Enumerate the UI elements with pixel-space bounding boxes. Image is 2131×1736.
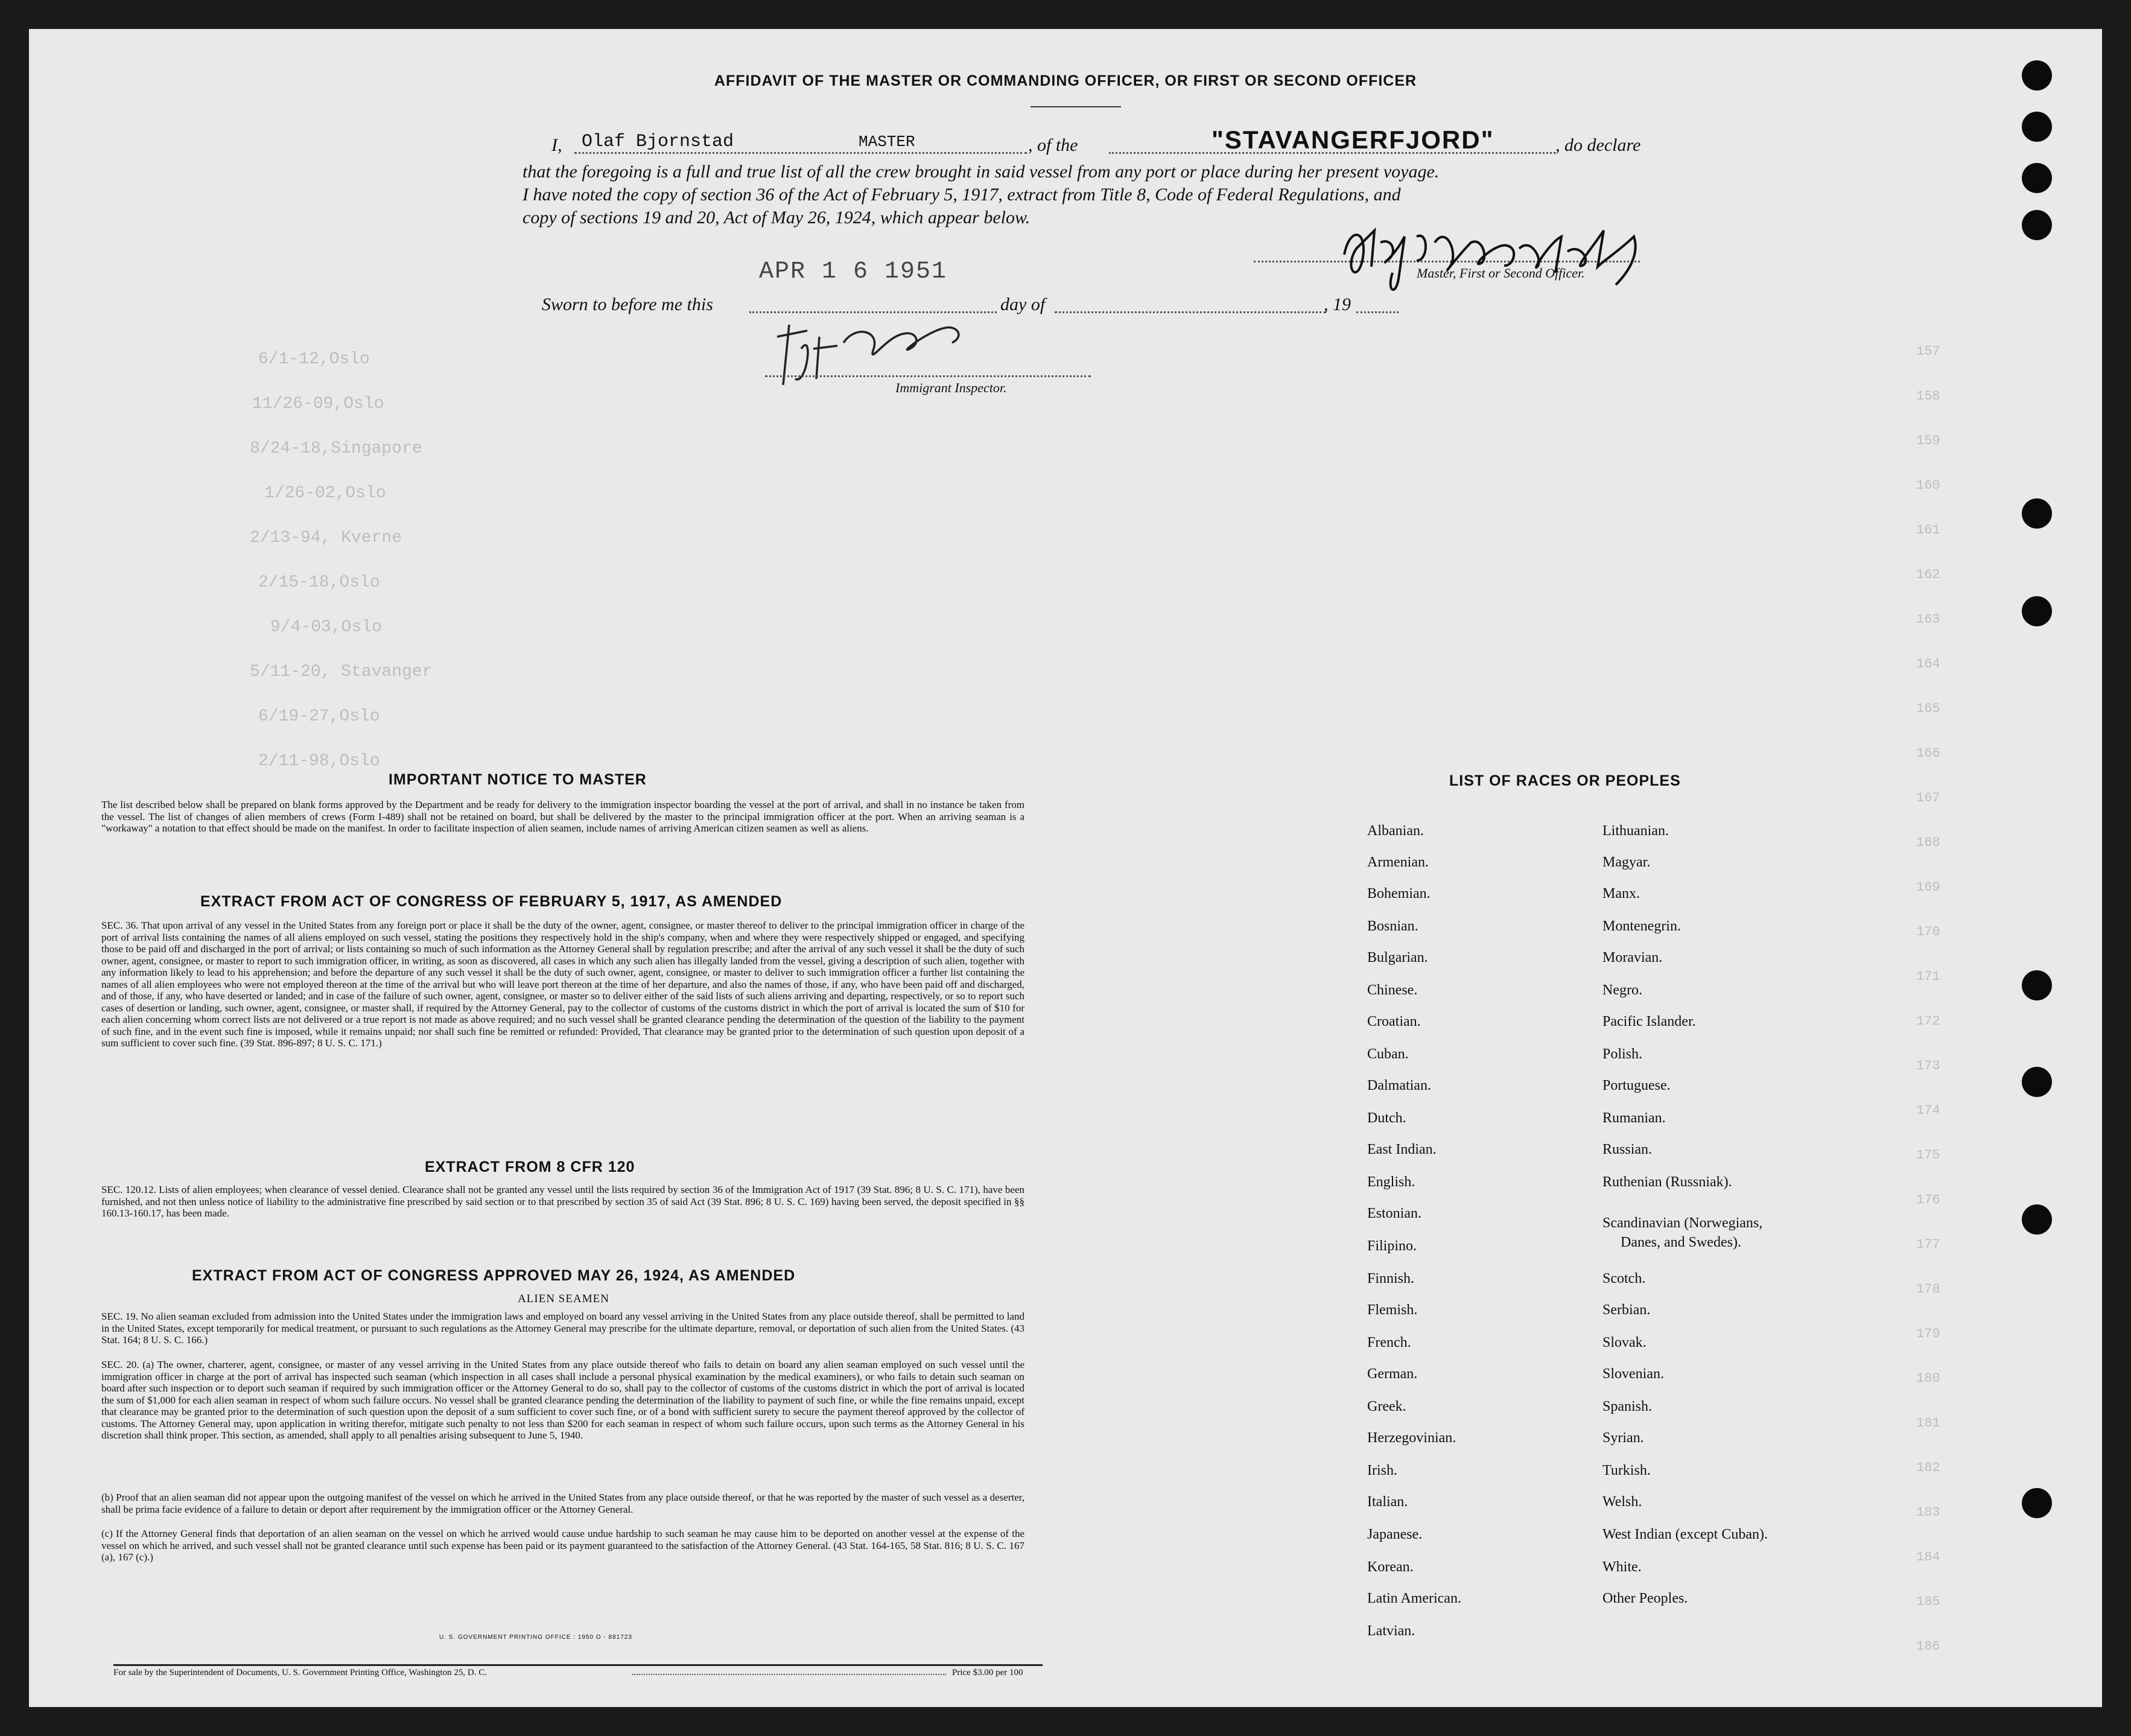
- race-item: English.: [1367, 1174, 1415, 1190]
- notice-body: The list described below shall be prepared on blank forms approved by the Department and be ready for delivery to the immigration inspector boarding the vessel at the port of arrival, and shall in no instance be taken from the vessel. The list of changes of alien members of crews (Form I-489) shall not be retained on board, but shall be delivered by the master to the principal immigration officer at the port. When an arriving seaman is a "workaway" a notation to that effect should be made on the manifest. In order to facilitate inspection of alien seamen, include names of arriving American citizen seamen as well as aliens.: [101, 799, 1024, 834]
- ghost-entry: 2/11-98,Oslo: [258, 752, 380, 771]
- ghost-row-number: 178: [1916, 1282, 1940, 1297]
- race-item: Greek.: [1367, 1399, 1406, 1414]
- race-item: Estonian.: [1367, 1206, 1421, 1221]
- race-item: Portuguese.: [1602, 1078, 1671, 1093]
- races-title: LIST OF RACES OR PEOPLES: [1449, 772, 1681, 789]
- ghost-row-number: 174: [1916, 1103, 1940, 1118]
- name-dotted-line: [574, 152, 1027, 154]
- bleed-through-layer: [29, 29, 2102, 1707]
- title-rule: [1031, 106, 1121, 107]
- ghost-entry: 2/13-94, Kverne: [250, 529, 402, 547]
- ghost-entry: 6/19-27,Oslo: [258, 707, 380, 726]
- document-page: [29, 29, 2102, 1707]
- alien-seamen-subtitle: ALIEN SEAMEN: [518, 1292, 609, 1305]
- affidavit-title: AFFIDAVIT OF THE MASTER OR COMMANDING OFFICER, OR FIRST OR SECOND OFFICER: [714, 72, 1417, 89]
- ghost-entry: 1/26-02,Oslo: [264, 484, 386, 503]
- race-item: Ruthenian (Russniak).: [1602, 1174, 1732, 1190]
- ghost-row-number: 164: [1916, 657, 1940, 672]
- race-item: Welsh.: [1602, 1494, 1642, 1510]
- ghost-row-number: 172: [1916, 1014, 1940, 1029]
- race-item: Dalmatian.: [1367, 1078, 1431, 1093]
- extract-1917-title: EXTRACT FROM ACT OF CONGRESS OF FEBRUARY 5, 1917, AS AMENDED: [200, 893, 783, 910]
- race-item: Italian.: [1367, 1494, 1408, 1510]
- race-item: East Indian.: [1367, 1142, 1437, 1157]
- ghost-row-number: 179: [1916, 1326, 1940, 1341]
- affidavit-line-4: copy of sections 19 and 20, Act of May 26, 1924, which appear below.: [522, 208, 1031, 227]
- date-stamp: APR 1 6 1951: [759, 258, 948, 285]
- race-item: French.: [1367, 1335, 1411, 1350]
- race-item: Japanese.: [1367, 1527, 1423, 1542]
- ghost-row-number: 168: [1916, 835, 1940, 850]
- day-of-label: day of: [1000, 294, 1046, 314]
- race-item: Moravian.: [1602, 950, 1663, 965]
- affidavit-line-2: that the foregoing is a full and true list of all the crew brought in said vessel from any port or place during her present voyage.: [522, 162, 1440, 182]
- race-item: Croatian.: [1367, 1014, 1421, 1029]
- race-item: Polish.: [1602, 1046, 1643, 1062]
- race-item: Armenian.: [1367, 854, 1429, 870]
- race-item: Filipino.: [1367, 1238, 1417, 1254]
- race-item: Bulgarian.: [1367, 950, 1428, 965]
- sec20a-body: SEC. 20. (a) The owner, charterer, agent, consignee, or master of any vessel arriving in the United States from any place outside thereof who fails to detain on board any alien seaman employed on such vessel until the immigration officer in charge at the port of arrival has inspected such seaman (which inspection in all cases shall include a personal physical examination by the medical examiners), or who fails to detain such seaman on board after such inspection or to deport such seaman if required by such immigration officer or the Attorney General to do so, shall pay to the collector of customs of the customs district in which the port of arrival is located the sum of $1,000 for each alien seaman in respect of whom such failure occurs. No vessel shall be granted clearance pending the determination of the liability to payment of such fine, or while the fine remains unpaid, except that clearance may be granted prior to the determination of such question upon the deposit of a sum sufficient to cover such fine, or of a bond with sufficient surety to secure the payment thereof approved by the collector of customs. The Attorney General may, upon application in writing therefor, mitigate such penalty to not less than $200 for each seaman in respect of whom such failure occurs, upon such terms as the Attorney General in his discretion shall think proper. This section, as amended, shall apply to all penalties arising subsequent to June 5, 1940.: [101, 1359, 1024, 1441]
- sec20b-body: (b) Proof that an alien seaman did not appear upon the outgoing manifest of the vessel on which he arrived in the United States from any place outside thereof, or that he was reported by the master of such vessel as a deserter, shall be prima facie evidence of a failure to detain or deport after requirement by the immigration officer or the Attorney General.: [101, 1492, 1024, 1515]
- race-item: Russian.: [1602, 1142, 1653, 1157]
- race-item: West Indian (except Cuban).: [1602, 1527, 1768, 1542]
- ghost-row-number: 169: [1916, 880, 1940, 895]
- race-item: Latvian.: [1367, 1623, 1415, 1639]
- ghost-row-number: 182: [1916, 1460, 1940, 1475]
- sworn-year-line: [1356, 311, 1399, 313]
- master-signature: [1338, 218, 1688, 309]
- race-item: Finnish.: [1367, 1271, 1415, 1286]
- ghost-entry: 8/24-18,Singapore: [250, 439, 422, 458]
- race-item: Chinese.: [1367, 982, 1418, 998]
- race-item: Scotch.: [1602, 1271, 1646, 1286]
- sec19-body: SEC. 19. No alien seaman excluded from admission into the United States under the immigration laws and employed on board any vessel arriving in the United States from any place outside thereof, shall be permitted to land in the United States, except temporarily for medical treatment, or pursuant to such regulations as the Attorney General may prescribe for the ultimate departure, removal, or deportation of such alien from the United States. (43 Stat. 164; 8 U. S. C. 166.): [101, 1311, 1024, 1346]
- sale-notice: For sale by the Superintendent of Documents, U. S. Government Printing Office, Washington 25, D. C.: [113, 1668, 487, 1677]
- race-item: Irish.: [1367, 1463, 1397, 1478]
- year-label: , 19: [1324, 294, 1351, 314]
- race-item: Albanian.: [1367, 823, 1424, 839]
- ghost-row-number: 180: [1916, 1371, 1940, 1386]
- race-item: Syrian.: [1602, 1430, 1644, 1446]
- ghost-row-number: 161: [1916, 523, 1940, 538]
- race-item: Herzegovinian.: [1367, 1430, 1456, 1446]
- inspector-signature-line: [765, 375, 1091, 377]
- gpo-imprint: U. S. GOVERNMENT PRINTING OFFICE : 1950 O - 881723: [439, 1634, 632, 1641]
- race-item: Bosnian.: [1367, 918, 1418, 934]
- master-rank: MASTER: [859, 133, 915, 151]
- race-item: Scandinavian (Norwegians,: [1602, 1215, 1763, 1231]
- ghost-row-number: 160: [1916, 478, 1940, 493]
- affidavit-i: I,: [551, 135, 562, 155]
- extract-cfr-body: SEC. 120.12. Lists of alien employees; when clearance of vessel denied. Clearance shall not be granted any vessel until the lists required by section 36 of the Immigration Act of 1917 (39 Stat. 896; 8 U. S. C. 171), have been furnished, and not then unless notice of liability to the administrative fine prescribed by said section or to that prescribed by section 35 of said Act (39 Stat. 896; 8 U. S. C. 169) having been served, the deposit specified in §§ 160.13-160.17, has been made.: [101, 1184, 1024, 1219]
- do-declare-label: , do declare: [1555, 135, 1641, 155]
- ghost-row-number: 175: [1916, 1148, 1940, 1163]
- sworn-month-line: [1055, 311, 1326, 313]
- race-item: Flemish.: [1367, 1302, 1418, 1318]
- ghost-entry: 5/11-20, Stavanger: [250, 663, 433, 681]
- race-item: German.: [1367, 1366, 1418, 1382]
- race-item: Slovenian.: [1602, 1366, 1664, 1382]
- ghost-row-number: 176: [1916, 1192, 1940, 1207]
- race-item: Pacific Islander.: [1602, 1014, 1696, 1029]
- extract-1924-title: EXTRACT FROM ACT OF CONGRESS APPROVED MAY 26, 1924, AS AMENDED: [192, 1267, 796, 1284]
- race-item: Rumanian.: [1602, 1110, 1666, 1126]
- race-item: Latin American.: [1367, 1591, 1461, 1606]
- ghost-row-number: 183: [1916, 1505, 1940, 1520]
- footer-rule: [113, 1664, 1043, 1666]
- extract-cfr-title: EXTRACT FROM 8 CFR 120: [425, 1159, 635, 1175]
- race-item: Korean.: [1367, 1559, 1414, 1575]
- ghost-entry: 11/26-09,Oslo: [252, 395, 384, 413]
- extract-1917-body: SEC. 36. That upon arrival of any vessel in the United States from any foreign port or place it shall be the duty of the owner, agent, consignee, or master thereof to deliver to the principal immigration officer in charge of the port of arrival lists containing the names of all aliens employed on such vessel, stating the positions they respectively hold in the ship's company, when and where they were respectively shipped or engaged, and specifying those to be paid off and discharged in the port of arrival; or lists containing so much of such information as the Attorney General shall by regulation prescribe; and after the arrival of any such vessel it shall be the duty of such owner, agent, consignee, or master to report to such immigration officer, in writing, as soon as discovered, all cases in which any such alien has illegally landed from the vessel, giving a description of such alien, together with any information likely to lead to his apprehension; and before the departure of any such vessel it shall be the duty of such owner, agent, consignee, or master to deliver to such immigration officer a further list containing the names of all alien employees who were not employed thereon at the time of the arrival but who will leave port thereon at the time of her departure, and also the names of those, if any, who have been paid off and discharged, and of those, if any, who have deserted or landed; and in case of the failure of such owner, agent, consignee, or master so to deliver either of the said lists of such aliens arriving and departing, respectively, or so to report such cases of desertion or landing, such owner, agent, consignee, or master shall, if required by the Attorney General, pay to the collector of customs of the customs district in which the port of arrival is located the sum of $10 for each alien concerning whom correct lists are not delivered or a true report is not made as above required; and no such vessel shall be granted clearance pending the determination of the question of the liability to the payment of such fine, and in the event such fine is imposed, while it remains unpaid; nor shall such fine be remitted or refunded: Provided, That clearance may be granted prior to the determination of such question upon deposit of a sum sufficient to cover such fine. (39 Stat. 896-897; 8 U. S. C. 171.): [101, 920, 1024, 1049]
- ghost-row-number: 159: [1916, 433, 1940, 448]
- ghost-row-number: 158: [1916, 389, 1940, 404]
- footer-dots: [632, 1674, 946, 1675]
- ghost-row-number: 163: [1916, 612, 1940, 627]
- ghost-row-number: 186: [1916, 1639, 1940, 1654]
- ghost-row-number: 170: [1916, 924, 1940, 940]
- race-item: Turkish.: [1602, 1463, 1651, 1478]
- ghost-row-number: 181: [1916, 1416, 1940, 1431]
- ghost-entry: 6/1-12,Oslo: [258, 350, 370, 369]
- sec20c-body: (c) If the Attorney General finds that deportation of an alien seaman on the vessel on which he arrived would cause undue hardship to such seaman he may cause him to be deported on another vessel at the expense of the vessel on which he arrived, and such vessel shall not be granted clearance until such expense has been paid or its payment guaranteed to the satisfaction of the Attorney General. (43 Stat. 164-165, 58 Stat. 816; 8 U. S. C. 167 (a), 167 (c).): [101, 1528, 1024, 1563]
- ghost-row-number: 165: [1916, 701, 1940, 716]
- race-item: Serbian.: [1602, 1302, 1651, 1318]
- race-item: Montenegrin.: [1602, 918, 1681, 934]
- race-item: Manx.: [1602, 886, 1640, 901]
- race-item: Negro.: [1602, 982, 1642, 998]
- race-item: Other Peoples.: [1602, 1591, 1688, 1606]
- vessel-name: "STAVANGERFJORD": [1212, 126, 1494, 154]
- ghost-row-number: 157: [1916, 344, 1940, 359]
- of-the-label: , of the: [1028, 135, 1078, 155]
- ghost-entry: 9/4-03,Oslo: [270, 618, 382, 637]
- ghost-row-number: 185: [1916, 1594, 1940, 1609]
- master-name: Olaf Bjornstad: [582, 132, 734, 152]
- master-signature-caption: Master, First or Second Officer.: [1417, 265, 1585, 281]
- race-item: Danes, and Swedes).: [1621, 1235, 1741, 1250]
- race-item: Cuban.: [1367, 1046, 1409, 1062]
- ghost-row-number: 167: [1916, 790, 1940, 806]
- ghost-row-number: 162: [1916, 567, 1940, 582]
- race-item: White.: [1602, 1559, 1642, 1575]
- price-notice: Price $3.00 per 100: [952, 1668, 1023, 1677]
- race-item: Slovak.: [1602, 1335, 1647, 1350]
- race-item: Magyar.: [1602, 854, 1651, 870]
- inspector-caption: Immigrant Inspector.: [895, 380, 1007, 395]
- sworn-label: Sworn to before me this: [542, 294, 713, 314]
- ghost-row-number: 173: [1916, 1058, 1940, 1073]
- notice-title: IMPORTANT NOTICE TO MASTER: [389, 771, 647, 788]
- ghost-row-number: 166: [1916, 746, 1940, 761]
- ghost-row-number: 177: [1916, 1237, 1940, 1252]
- race-item: Dutch.: [1367, 1110, 1406, 1126]
- ghost-row-number: 171: [1916, 969, 1940, 984]
- race-item: Bohemian.: [1367, 886, 1431, 901]
- race-item: Spanish.: [1602, 1399, 1653, 1414]
- race-item: Lithuanian.: [1602, 823, 1669, 839]
- affidavit-line-3: I have noted the copy of section 36 of the Act of February 5, 1917, extract from Title 8, Code of Federal Regulations, and: [522, 185, 1401, 205]
- ghost-entry: 2/15-18,Oslo: [258, 573, 380, 592]
- ghost-row-number: 184: [1916, 1550, 1940, 1565]
